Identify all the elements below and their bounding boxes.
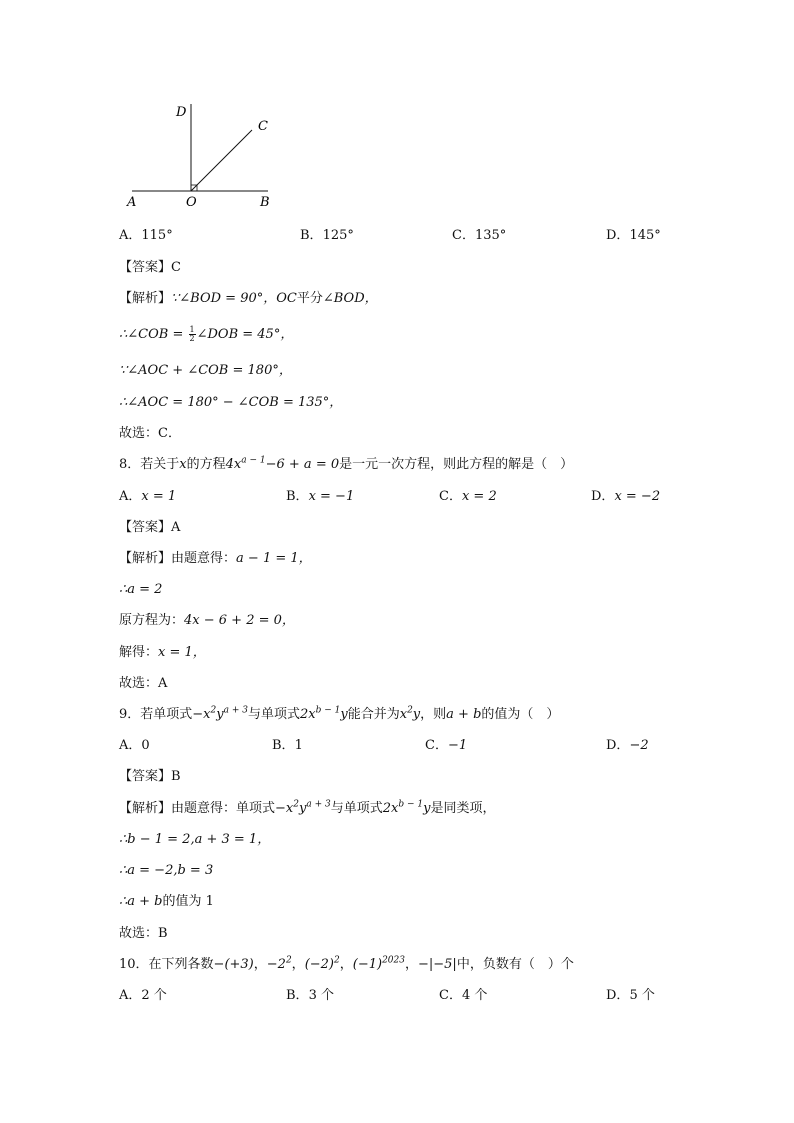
q8-option-b: B．x = −1 (286, 489, 355, 504)
q8-analysis-line-4: 解得：x = 1， (119, 645, 206, 660)
ray-oc (191, 130, 252, 191)
q7-analysis-line-3: ∵∠AOC + ∠COB = 180°， (119, 363, 292, 378)
q9-analysis-line-1: 【解析】由题意得：单项式$-x^2y^{a + 3}$与单项式$2x^{b - 1}y$是同类项， (119, 799, 496, 816)
q8-answer: 【答案】A (119, 520, 181, 535)
q10-option-c: C．4 个 (439, 988, 488, 1003)
q7-option-c: C．135° (452, 228, 507, 243)
q10-option-b: B．3 个 (286, 988, 334, 1003)
q7-analysis-line-1: 【解析】∵∠BOD = 90°，OC平分∠BOD， (119, 291, 378, 306)
label-a: A (127, 195, 137, 210)
q8-analysis-line-1: 【解析】由题意得：a − 1 = 1， (119, 551, 312, 566)
q9-analysis-line-2: ∴b − 1 = 2,a + 3 = 1， (119, 832, 271, 847)
label-b: B (260, 195, 270, 210)
q9-option-a: A．0 (119, 738, 150, 753)
q7-option-d: D．145° (606, 228, 661, 243)
q9-option-d: D．−2 (606, 738, 649, 753)
q9-analysis-line-4: ∴a + b的值为 1 (119, 894, 214, 909)
q8-stem: 8．若关于x的方程$4x^{a - 1}-6 + a = 0$是一元一次方程，则此方程的解是（ ） (119, 455, 574, 472)
q8-analysis-line-3: 原方程为：4x − 6 + 2 = 0， (119, 613, 295, 628)
q10-stem: 10．在下列各数−(+3)，$-2^2$，$(-2)^2$，$(-1)^{2023}$，−|−5|中，负数有（ ）个 (119, 955, 574, 972)
q9-stem: 9．若单项式$-x^2y^{a + 3}$与单项式$2x^{b - 1}y$能合并为$x^2y$，则a + b的值为（ ） (119, 705, 560, 722)
q9-option-b: B．1 (272, 738, 303, 753)
q9-answer: 【答案】B (119, 769, 181, 784)
q10-option-d: D．5 个 (606, 988, 655, 1003)
angle-figure (120, 96, 290, 216)
q7-answer: 【答案】C (119, 260, 181, 275)
label-o: O (186, 195, 197, 210)
q8-analysis-line-2: ∴a = 2 (119, 582, 163, 597)
q10-option-a: A．2 个 (119, 988, 167, 1003)
label-c: C (258, 119, 268, 134)
q8-conclusion: 故选：A (119, 676, 168, 691)
q9-option-c: C．−1 (425, 738, 468, 753)
q8-option-c: C．x = 2 (439, 489, 497, 504)
q7-analysis-line-2: ∴∠COB = $\frac{1}{2}$ ∠DOB = 45°， (119, 325, 294, 343)
q8-option-d: D．x = −2 (591, 489, 661, 504)
q7-conclusion: 故选：C． (119, 426, 181, 441)
q7-analysis-line-4: ∴∠AOC = 180° − ∠COB = 135°， (119, 395, 343, 410)
q7-option-b: B．125° (300, 228, 354, 243)
q9-analysis-line-3: ∴a = −2,b = 3 (119, 863, 214, 878)
q8-option-a: A．x = 1 (119, 489, 177, 504)
fraction-half: $\frac{1}{2}$ (189, 325, 195, 343)
q7-option-a: A．115° (119, 228, 173, 243)
q9-conclusion: 故选：B (119, 926, 168, 941)
label-d: D (176, 105, 187, 120)
